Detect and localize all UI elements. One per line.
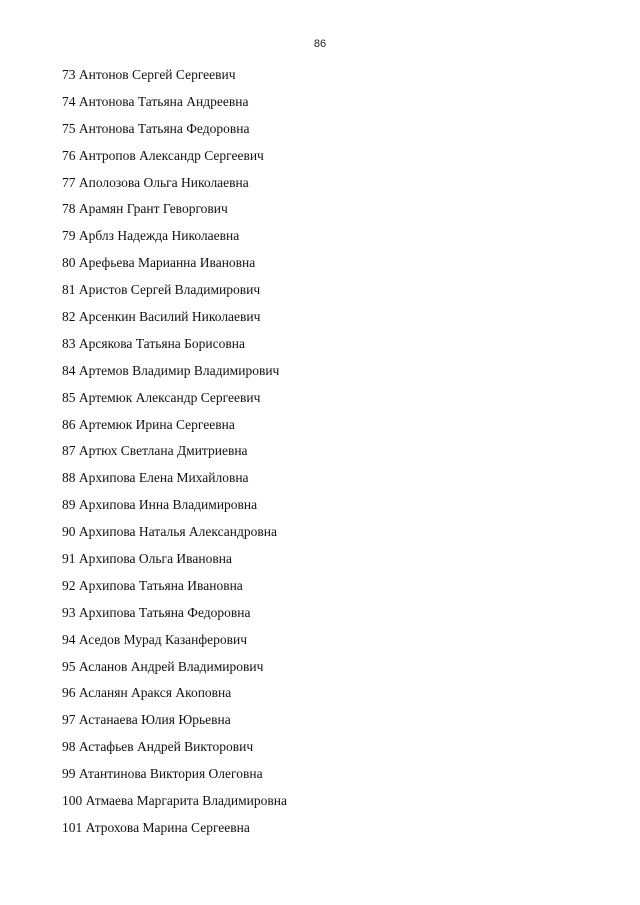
list-item: 95 Асланов Андрей Владимирович [62, 658, 264, 674]
list-item: 83 Арсякова Татьяна Борисовна [62, 335, 245, 351]
list-item: 75 Антонова Татьяна Федоровна [62, 120, 250, 136]
list-item: 79 Арблз Надежда Николаевна [62, 228, 240, 244]
list-item: 82 Арсенкин Василий Николаевич [62, 309, 261, 325]
list-item: 93 Архипова Татьяна Федоровна [62, 604, 251, 620]
list-item: 85 Артемюк Александр Сергеевич [62, 389, 261, 405]
list-item: 92 Архипова Татьяна Ивановна [62, 577, 243, 593]
list-item: 97 Астанаева Юлия Юрьевна [62, 712, 231, 728]
page-number: 86 [313, 38, 327, 50]
list-item: 90 Архипова Наталья Александровна [62, 524, 277, 540]
list-item: 96 Асланян Аракся Акоповна [62, 685, 232, 701]
list-item: 99 Атантинова Виктория Олеговна [62, 766, 263, 782]
name-list [62, 66, 287, 846]
list-item: 86 Артемюк Ирина Сергеевна [62, 416, 235, 432]
list-item: 76 Антропов Александр Сергеевич [62, 147, 264, 163]
list-item: 77 Аполозова Ольга Николаевна [62, 174, 249, 190]
list-item: 87 Артюх Светлана Дмитриевна [62, 443, 248, 459]
list-item: 91 Архипова Ольга Ивановна [62, 551, 232, 567]
list-item: 81 Аристов Сергей Владимирович [62, 282, 261, 298]
list-item: 74 Антонова Татьяна Андреевна [62, 93, 249, 109]
list-item: 94 Аседов Мурад Казанферович [62, 631, 248, 647]
list-item: 101 Атрохова Марина Сергеевна [62, 819, 250, 835]
list-item: 80 Арефьева Марианна Ивановна [62, 255, 256, 271]
list-item: 78 Арамян Грант Геворгович [62, 201, 228, 217]
list-item: 98 Астафьев Андрей Викторович [62, 739, 254, 755]
list-item: 88 Архипова Елена Михайловна [62, 470, 249, 486]
list-item: 84 Артемов Владимир Владимирович [62, 362, 280, 378]
list-item: 73 Антонов Сергей Сергеевич [62, 67, 236, 82]
list-item: 89 Архипова Инна Владимировна [62, 497, 258, 513]
list-item: 100 Атмаева Маргарита Владимировна [62, 793, 287, 809]
